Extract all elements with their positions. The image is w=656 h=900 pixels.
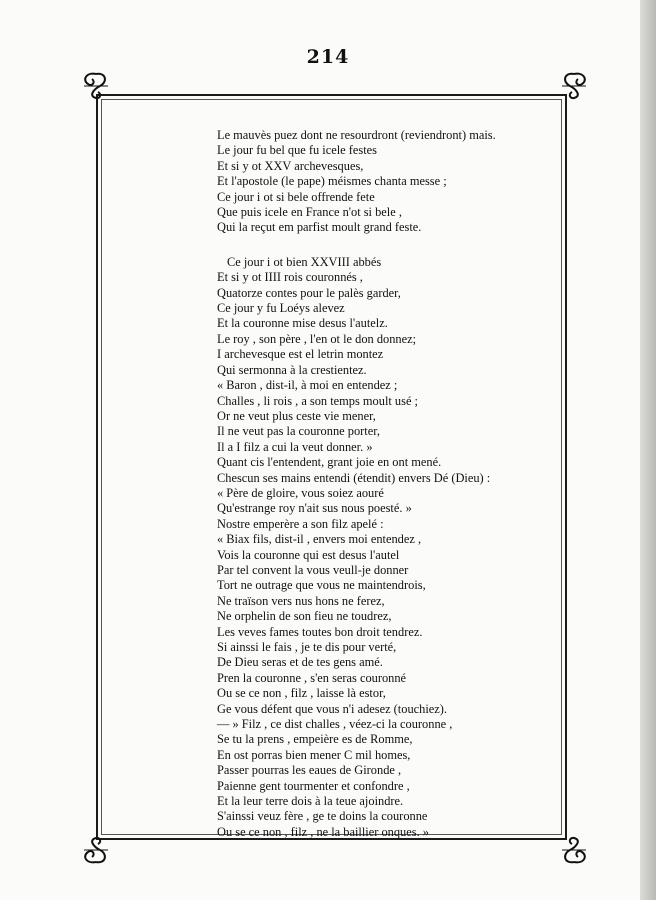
poem-line: Passer pourras les eaues de Gironde , [217,763,402,778]
poem-line: — » Filz , ce dist challes , véez-ci la couronne , [217,717,453,732]
poem-line: Qui sermonna à la crestientez. [217,362,367,377]
poem-line: Vois la couronne qui est desus l'autel [217,547,400,562]
poem-line: Pren la couronne , s'en seras couronné [217,670,407,685]
poem-line: Il ne veut pas la couronne porter, [217,424,380,439]
poem-line: Ce jour i ot bien XXVIII abbés [227,254,382,269]
poem-line: I archevesque est el letrin montez [217,347,384,362]
poem-line: Les veves fames toutes bon droit tendrez. [217,624,423,639]
poem-body [217,128,547,840]
poem-line: De Dieu seras et de tes gens amé. [217,655,383,670]
poem-line: « Biax fils, dist-il , envers moi entendez , [217,532,422,547]
poem-line: Et si y ot XXV archevesques, [217,158,364,173]
fleuron-icon [80,834,112,866]
fleuron-icon [80,70,112,102]
poem-line: Le jour fu bel que fu icele festes [217,143,377,158]
poem-line: Et l'apostole (le pape) méismes chanta messe ; [217,174,447,189]
poem-line: Se tu la prens , empeière es de Romme, [217,732,413,747]
poem-line: Ce jour i ot si bele offrende fete [217,189,375,204]
poem-line: « Baron , dist-il, à moi en entendez ; [217,378,398,393]
poem-line: Par tel convent la vous veull-je donner [217,562,409,577]
page-number: 214 [306,46,350,68]
poem-line: S'ainssi veuz fère , ge te doins la couronne [217,809,428,824]
poem-line: Quant cis l'entendent, grant joie en ont mené. [217,455,442,470]
poem-line: « Père de gloire, vous soiez aouré [217,485,384,500]
poem-line: En ost porras bien mener C mil homes, [217,747,411,762]
poem-line: Challes , li rois , a son temps moult usé ; [217,393,418,408]
poem-line: Qui la reçut em parfist moult grand feste. [217,220,422,235]
poem-line: Ou se ce non , filz , ne la baillier onques. » [217,824,429,839]
poem-line: Or ne veut plus ceste vie mener, [217,408,376,423]
page-gutter [640,0,656,900]
poem-line: Ge vous défent que vous n'i adesez (touchiez). [217,701,448,716]
poem-line: Ne traïson vers nus hons ne ferez, [217,593,385,608]
poem-line: Il a I filz a cui la veut donner. » [217,439,373,454]
poem-line: Ou se ce non , filz , laisse là estor, [217,686,386,701]
stanza [217,255,547,840]
poem-line: Le roy , son père , l'en ot le don donnez; [217,331,417,346]
poem-line: Si ainssi le fais , je te dis pour verté, [217,640,397,654]
poem-line: Ce jour y fu Loéys alevez [217,301,345,316]
poem-line: Nostre emperère a son filz apelé : [217,516,384,531]
poem-line: Et la leur terre dois à la teue ajoindre. [217,794,404,809]
stanza [217,128,547,236]
poem-line: Que puis icele en France n'ot si bele , [217,205,402,220]
fleuron-icon [558,70,590,102]
fleuron-icon [558,834,590,866]
poem-line: Tort ne outrage que vous ne maintendrois, [217,578,426,593]
poem-line: Paienne gent tourmenter et confondre , [217,778,410,793]
poem-line: Le mauvès puez dont ne resourdront (reviendront) mais. [217,128,496,142]
poem-line: Quatorze contes pour le palès garder, [217,285,401,300]
poem-line: Chescun ses mains entendi (étendit) envers Dé (Dieu) : [217,470,491,485]
poem-line: Et la couronne mise desus l'autelz. [217,316,388,331]
poem-line: Qu'estrange roy n'ait sus nous poesté. » [217,501,412,516]
poem-line: Ne orphelin de son fieu ne toudrez, [217,609,392,624]
poem-line: Et si y ot IIII rois couronnés , [217,270,363,285]
